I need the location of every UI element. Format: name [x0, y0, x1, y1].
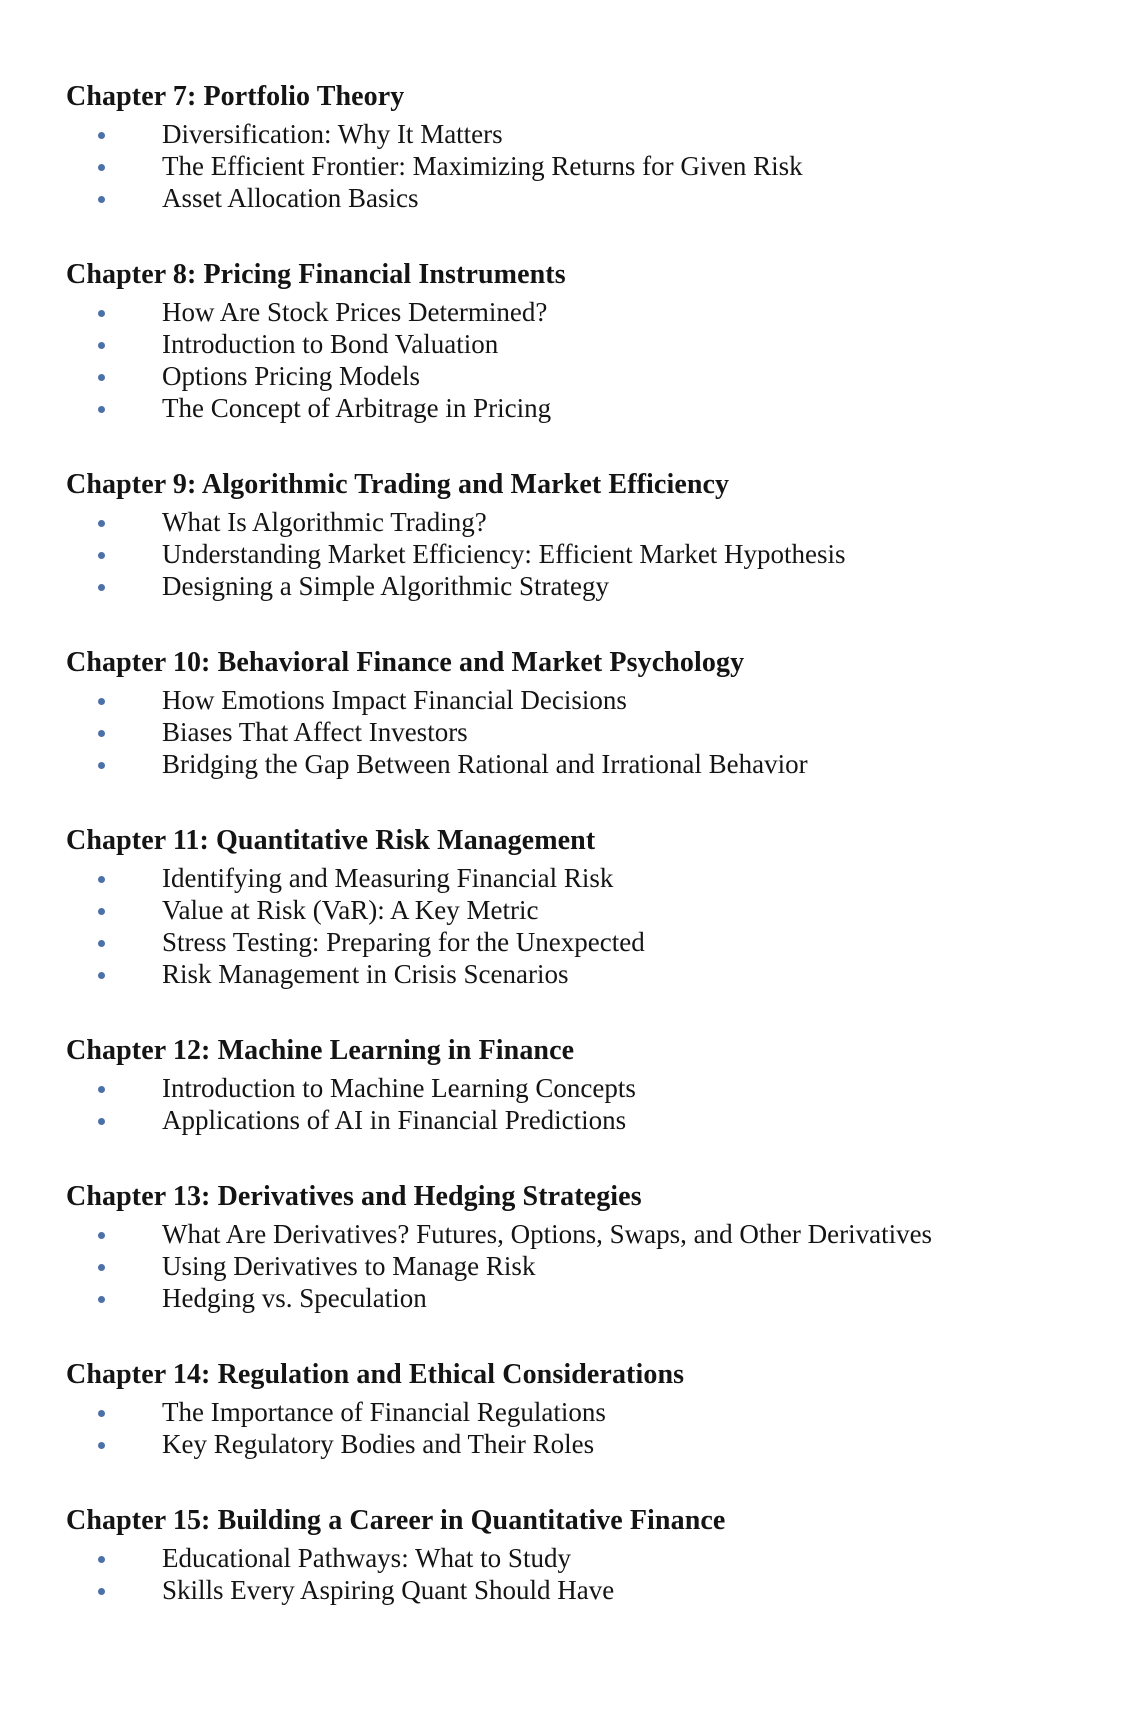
topic-item [66, 1574, 1106, 1606]
chapter-heading: Chapter 8: Pricing Financial Instruments [66, 259, 566, 290]
topic-text: Using Derivatives to Manage Risk [162, 1251, 536, 1281]
bullet-icon [98, 940, 105, 947]
topic-item [66, 1218, 1106, 1250]
topic-text: Asset Allocation Basics [162, 183, 419, 213]
topic-list [66, 506, 1106, 602]
topic-text: Identifying and Measuring Financial Risk [162, 863, 614, 893]
bullet-icon [98, 552, 105, 559]
topic-text: Introduction to Machine Learning Concepts [162, 1073, 636, 1103]
topic-item [66, 182, 1106, 214]
topic-list [66, 862, 1106, 990]
chapter-section [66, 646, 1106, 780]
topic-text: Diversification: Why It Matters [162, 119, 503, 149]
topic-text: How Emotions Impact Financial Decisions [162, 685, 627, 715]
topic-item [66, 506, 1106, 538]
chapter-heading: Chapter 13: Derivatives and Hedging Strategies [66, 1181, 642, 1212]
bullet-icon [98, 762, 105, 769]
topic-list [66, 118, 1106, 214]
topic-item [66, 328, 1106, 360]
topic-item [66, 360, 1106, 392]
chapter-section [66, 1358, 1106, 1460]
topic-text: Options Pricing Models [162, 361, 421, 391]
chapter-section [66, 1180, 1106, 1314]
bullet-icon [98, 374, 105, 381]
bullet-icon [98, 584, 105, 591]
bullet-icon [98, 1588, 105, 1595]
topic-item [66, 1396, 1106, 1428]
topic-text: How Are Stock Prices Determined? [162, 297, 548, 327]
topic-item [66, 392, 1106, 424]
bullet-icon [98, 698, 105, 705]
topic-item [66, 684, 1106, 716]
topic-item [66, 1542, 1106, 1574]
topic-item [66, 862, 1106, 894]
chapter-heading: Chapter 10: Behavioral Finance and Market Psychology [66, 647, 745, 678]
topic-text: Educational Pathways: What to Study [162, 1543, 571, 1573]
bullet-icon [98, 876, 105, 883]
bullet-icon [98, 1410, 105, 1417]
bullet-icon [98, 1442, 105, 1449]
chapter-heading: Chapter 15: Building a Career in Quantitative Finance [66, 1505, 726, 1536]
topic-text: Understanding Market Efficiency: Efficient Market Hypothesis [162, 539, 846, 569]
bullet-icon [98, 908, 105, 915]
chapter-heading: Chapter 12: Machine Learning in Finance [66, 1035, 575, 1066]
bullet-icon [98, 972, 105, 979]
topic-item [66, 1072, 1106, 1104]
bullet-icon [98, 730, 105, 737]
chapter-section [66, 1504, 1106, 1606]
topic-list [66, 296, 1106, 424]
topic-text: Introduction to Bond Valuation [162, 329, 499, 359]
chapter-heading: Chapter 11: Quantitative Risk Management [66, 825, 596, 856]
topic-item [66, 1428, 1106, 1460]
topic-item [66, 538, 1106, 570]
bullet-icon [98, 310, 105, 317]
topic-text: Hedging vs. Speculation [162, 1283, 427, 1313]
topic-text: Key Regulatory Bodies and Their Roles [162, 1429, 595, 1459]
topic-text: The Efficient Frontier: Maximizing Returns for Given Risk [162, 151, 803, 181]
bullet-icon [98, 132, 105, 139]
bullet-icon [98, 342, 105, 349]
topic-item [66, 118, 1106, 150]
topic-item [66, 296, 1106, 328]
chapter-section [66, 1034, 1106, 1136]
topic-item [66, 894, 1106, 926]
topic-list [66, 1542, 1106, 1606]
topic-text: Skills Every Aspiring Quant Should Have [162, 1575, 615, 1605]
topic-text: Bridging the Gap Between Rational and Irrational Behavior [162, 749, 808, 779]
topic-text: Risk Management in Crisis Scenarios [162, 959, 569, 989]
topic-text: Biases That Affect Investors [162, 717, 468, 747]
bullet-icon [98, 1296, 105, 1303]
chapter-section [66, 468, 1106, 602]
chapter-section [66, 824, 1106, 990]
bullet-icon [98, 1232, 105, 1239]
topic-item [66, 1104, 1106, 1136]
topic-text: Stress Testing: Preparing for the Unexpected [162, 927, 645, 957]
bullet-icon [98, 196, 105, 203]
chapter-heading: Chapter 14: Regulation and Ethical Considerations [66, 1359, 685, 1390]
bullet-icon [98, 1118, 105, 1125]
chapter-section [66, 80, 1106, 214]
chapter-section [66, 258, 1106, 424]
topic-item [66, 150, 1106, 182]
document-body [66, 80, 1106, 1650]
topic-list [66, 1218, 1106, 1314]
topic-item [66, 716, 1106, 748]
topic-list [66, 1396, 1106, 1460]
chapter-heading: Chapter 7: Portfolio Theory [66, 81, 405, 112]
topic-item [66, 958, 1106, 990]
topic-text: The Concept of Arbitrage in Pricing [162, 393, 552, 423]
topic-item [66, 1282, 1106, 1314]
topic-list [66, 684, 1106, 780]
topic-text: Designing a Simple Algorithmic Strategy [162, 571, 609, 601]
topic-list [66, 1072, 1106, 1136]
topic-item [66, 570, 1106, 602]
bullet-icon [98, 164, 105, 171]
topic-text: What Is Algorithmic Trading? [162, 507, 487, 537]
topic-item [66, 748, 1106, 780]
topic-text: What Are Derivatives? Futures, Options, Swaps, and Other Derivatives [162, 1219, 933, 1249]
bullet-icon [98, 520, 105, 527]
bullet-icon [98, 1556, 105, 1563]
chapter-heading: Chapter 9: Algorithmic Trading and Market Efficiency [66, 469, 730, 500]
bullet-icon [98, 1264, 105, 1271]
topic-item [66, 1250, 1106, 1282]
topic-text: Applications of AI in Financial Predictions [162, 1105, 627, 1135]
bullet-icon [98, 406, 105, 413]
topic-text: The Importance of Financial Regulations [162, 1397, 606, 1427]
topic-item [66, 926, 1106, 958]
topic-text: Value at Risk (VaR): A Key Metric [162, 895, 539, 925]
bullet-icon [98, 1086, 105, 1093]
